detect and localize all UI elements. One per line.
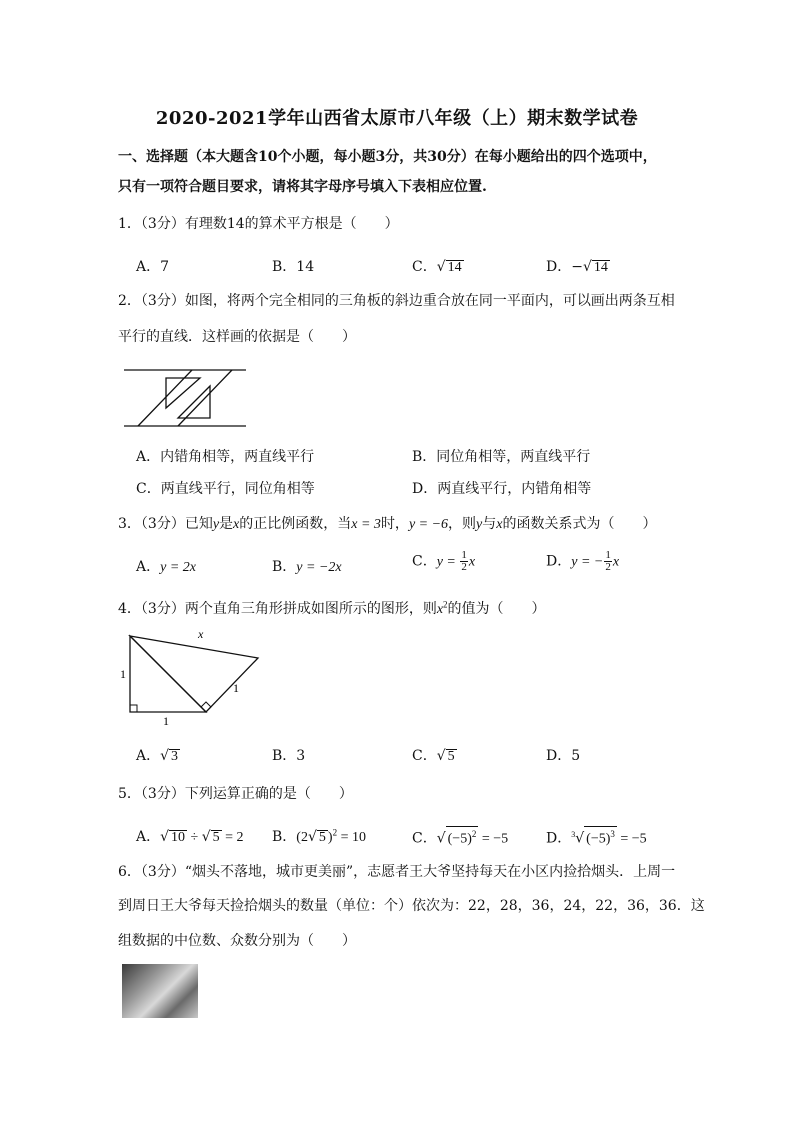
option-label: D． <box>546 259 572 275</box>
option-label: A． <box>136 829 161 845</box>
equals: = 10 <box>337 830 366 845</box>
text: 的值为（ ） <box>447 601 546 617</box>
q2-stem-line2: 平行的直线．这样画的依据是（ ） <box>118 329 356 345</box>
fraction <box>460 550 468 573</box>
exponent: 2 <box>332 827 338 838</box>
exponent: 2 <box>471 829 477 839</box>
var: x <box>233 517 240 532</box>
denominator: 2 <box>605 561 611 573</box>
radicand-base: (−5) <box>447 831 472 847</box>
radicand: 3 <box>171 749 179 764</box>
equals: = −5 <box>478 831 509 847</box>
minus-sign: − <box>571 259 583 275</box>
q3-option-d <box>546 550 619 573</box>
formula: x <box>612 554 620 570</box>
section-heading-line2: 只有一项符合题目要求，请将其字母序号填入下表相应位置. <box>118 179 487 195</box>
option-label: C． <box>412 553 437 570</box>
exponent: 3 <box>610 829 615 839</box>
formula: y = − <box>571 554 604 570</box>
option-label: D． <box>546 830 572 847</box>
text: ，则 <box>448 516 477 532</box>
q4-option-b: B．3 <box>272 748 306 764</box>
formula: y = −2x <box>296 560 342 575</box>
q3-option-a <box>136 556 196 576</box>
option-label: B． <box>272 829 297 845</box>
q1-stem: 1．（3分）有理数14的算术平方根是（ ） <box>118 216 399 232</box>
radicand: 10 <box>171 830 186 845</box>
q4-option-d: D．5 <box>546 748 581 764</box>
option-label: A． <box>136 559 161 575</box>
var: y <box>476 517 483 532</box>
section-heading-line1: 一、选择题（本大题含10个小题，每小题3分，共30分）在每小题给出的四个选项中， <box>118 149 657 165</box>
option-label: C． <box>412 830 437 847</box>
q5-stem: 5．（3分）下列运算正确的是（ ） <box>118 786 353 802</box>
q4-right-triangles-figure <box>118 626 268 730</box>
formula: y = <box>436 554 460 570</box>
q3-stem <box>118 513 656 533</box>
q5-option-d: D．$^3$√ $(-5)^3 = -5$ <box>546 826 647 848</box>
option-label: C． <box>412 748 437 764</box>
equals: = 2 <box>221 830 244 845</box>
option-label: C． <box>412 259 437 275</box>
label-left-side: 1 <box>120 667 126 681</box>
q3-option-c <box>412 550 475 573</box>
var: x <box>436 602 444 617</box>
q6-stem-line2: 到周日王大爷每天捡拾烟头的数量（单位：个）依次为：22，28，36，24，22，36，36．这 <box>118 898 705 914</box>
q2-stem-line1: 2．（3分）如图，将两个完全相同的三角板的斜边重合放在同一平面内，可以画出两条互相 <box>118 293 675 309</box>
root-index: 3 <box>571 830 576 839</box>
q5-option-c: C．√ $(-5)^2 = -5$ <box>412 826 508 848</box>
text: 4．（3分）两个直角三角形拼成如图所示的图形，则 <box>118 601 437 617</box>
text: 与 <box>482 516 497 532</box>
text: 的函数关系式为（ ） <box>502 516 657 532</box>
equals: = −5 <box>616 831 647 847</box>
denominator: 2 <box>461 561 467 573</box>
label-right-side: 1 <box>233 681 239 695</box>
var: y <box>212 517 220 532</box>
q3-option-b <box>272 556 342 576</box>
option-label: D． <box>546 553 572 570</box>
q1-option-a: A．7 <box>136 259 170 275</box>
radicand: 5 <box>212 830 220 845</box>
radicand: 5 <box>318 830 326 845</box>
q1-option-d: D．−√ 14 <box>546 259 608 275</box>
option-label: A． <box>136 748 161 764</box>
option-label: B． <box>272 559 297 575</box>
q6-stem-line3: 组数据的中位数、众数分别为（ ） <box>118 933 356 949</box>
q2-option-b: B．同位角相等，两直线平行 <box>412 449 591 465</box>
numerator: 1 <box>605 549 611 561</box>
radicand <box>446 826 479 847</box>
fraction <box>604 550 612 573</box>
q2-option-a: A．内错角相等，两直线平行 <box>136 449 315 465</box>
operand: (2 <box>296 830 308 845</box>
q5-option-b: B．(2√ 5 )$^2$ = 10 <box>272 827 366 845</box>
q4-stem <box>118 598 546 618</box>
q2-option-c: C．两直线平行，同位角相等 <box>136 481 315 497</box>
q4-option-a: A．√ 3 <box>136 748 179 764</box>
text: 是 <box>219 516 234 532</box>
q6-stem-line1: 6．（3分）“烟头不落地，城市更美丽”，志愿者王大爷坚持每天在小区内捡拾烟头．上周一 <box>118 864 676 880</box>
page-title: 2020-2021学年山西省太原市八年级（上）期末数学试卷 <box>155 108 639 129</box>
radicand: 14 <box>447 260 462 275</box>
label-x: x <box>198 627 204 641</box>
radicand <box>584 826 617 847</box>
q1-option-c: C．√ 14 <box>412 259 462 275</box>
formula: x <box>468 554 476 570</box>
condition-x: x = 3 <box>351 517 381 532</box>
numerator: 1 <box>461 549 467 561</box>
label-bottom-side: 1 <box>163 714 169 728</box>
operator: ÷ <box>187 830 202 845</box>
text: 的正比例函数，当 <box>239 516 352 532</box>
q4-option-c: C．√ 5 <box>412 748 455 764</box>
condition-y: y = −6 <box>408 517 449 532</box>
q5-option-a: A．√ 10 ÷ √ 5 = 2 <box>136 829 244 845</box>
text: 3．（3分）已知 <box>118 516 213 532</box>
q2-option-d: D．两直线平行，内错角相等 <box>412 481 592 497</box>
formula: y = 2x <box>160 560 196 575</box>
operand: ) <box>327 830 333 845</box>
exponent: 2 <box>443 599 448 610</box>
radicand: 14 <box>593 260 608 275</box>
volunteer-photo <box>122 964 198 1018</box>
radicand: 5 <box>447 749 455 764</box>
q1-option-b: B．14 <box>272 259 315 275</box>
text: 时， <box>380 516 409 532</box>
q2-triangle-ruler-figure <box>122 366 250 430</box>
radicand-base: (−5) <box>586 831 611 847</box>
var: x <box>496 517 503 532</box>
